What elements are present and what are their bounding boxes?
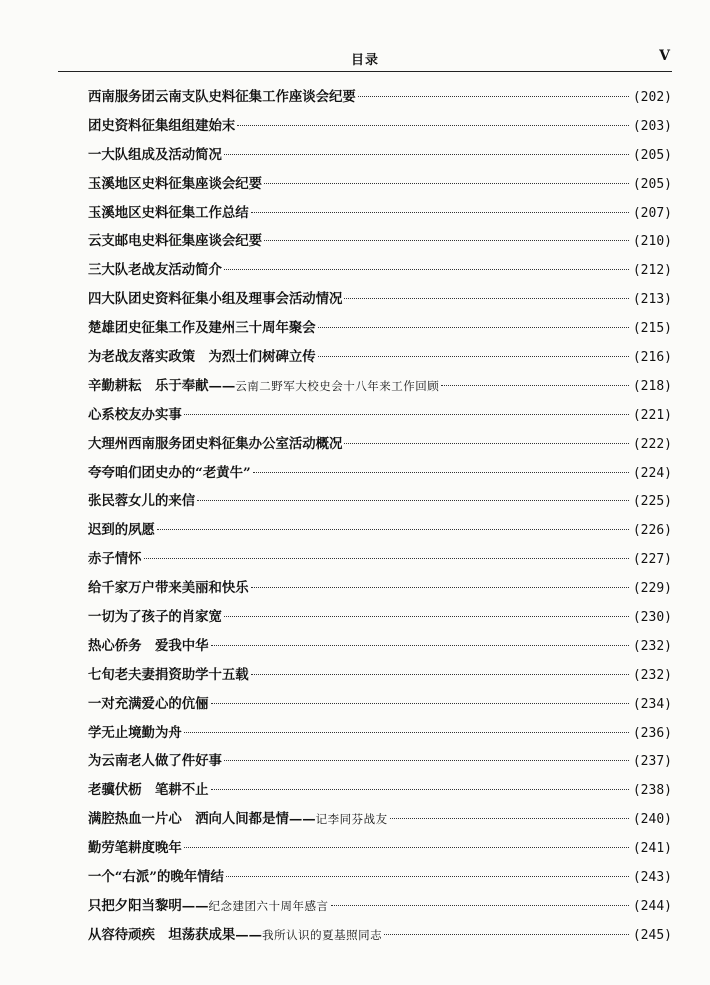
dot-leader bbox=[384, 933, 629, 935]
toc-entry bbox=[88, 285, 672, 314]
toc-entry-page: (237) bbox=[632, 754, 672, 770]
toc-entry bbox=[88, 372, 672, 401]
toc-entry-page: (212) bbox=[632, 263, 672, 279]
toc-entry bbox=[88, 83, 672, 112]
toc-entry-page: (244) bbox=[632, 898, 672, 914]
dot-leader bbox=[237, 124, 629, 126]
toc-entry-title: 只把夕阳当黎明—— bbox=[88, 897, 209, 914]
dot-leader bbox=[441, 384, 629, 386]
dot-leader bbox=[226, 875, 629, 877]
dot-leader bbox=[224, 153, 629, 155]
dot-leader bbox=[211, 644, 629, 646]
toc-entry bbox=[88, 603, 672, 632]
toc-entry-title: 三大队老战友活动简介 bbox=[88, 262, 222, 279]
toc-entry-page: (238) bbox=[632, 783, 672, 799]
table-of-contents bbox=[88, 83, 672, 950]
toc-entry-title: 一大队组成及活动简况 bbox=[88, 146, 222, 163]
dot-leader bbox=[358, 95, 629, 97]
toc-entry bbox=[88, 545, 672, 574]
toc-entry bbox=[88, 661, 672, 690]
toc-entry-page: (218) bbox=[632, 378, 672, 394]
toc-entry-page: (203) bbox=[632, 118, 672, 134]
toc-entry-title: 从容待顽疾 坦荡获成果—— bbox=[88, 926, 263, 943]
running-header bbox=[58, 48, 672, 70]
toc-entry-title: 团史资料征集组组建始末 bbox=[88, 117, 236, 134]
toc-entry-title: 老骥伏枥 笔耕不止 bbox=[88, 782, 209, 799]
toc-entry-page: (205) bbox=[632, 176, 672, 192]
toc-entry-title: 玉溪地区史料征集座谈会纪要 bbox=[88, 175, 263, 192]
dot-leader bbox=[224, 615, 629, 617]
toc-entry bbox=[88, 141, 672, 170]
dot-leader bbox=[224, 268, 629, 270]
toc-entry-page: (227) bbox=[632, 552, 672, 568]
dot-leader bbox=[344, 297, 628, 299]
dot-leader bbox=[331, 904, 629, 906]
toc-entry-subtitle: 纪念建团六十周年感言 bbox=[208, 898, 329, 913]
toc-entry-title: 辛勤耕耘 乐于奉献—— bbox=[88, 377, 236, 394]
toc-entry-page: (207) bbox=[632, 205, 672, 221]
dot-leader bbox=[318, 355, 629, 357]
toc-entry-page: (234) bbox=[632, 696, 672, 712]
dot-leader bbox=[390, 817, 629, 819]
toc-entry-subtitle: 我所认识的夏基照同志 bbox=[262, 927, 383, 942]
toc-entry-title: 云支邮电史料征集座谈会纪要 bbox=[88, 233, 263, 250]
toc-entry-page: (213) bbox=[632, 292, 672, 308]
dot-leader bbox=[318, 326, 629, 328]
toc-entry bbox=[88, 805, 672, 834]
toc-entry-title: 西南服务团云南支队史料征集工作座谈会纪要 bbox=[88, 89, 356, 105]
toc-entry-title: 一切为了孩子的肖家宽 bbox=[88, 609, 222, 626]
toc-entry bbox=[88, 690, 672, 719]
dot-leader bbox=[251, 211, 629, 213]
toc-entry bbox=[88, 834, 672, 863]
toc-entry-page: (216) bbox=[632, 350, 672, 366]
toc-entry bbox=[88, 343, 672, 372]
toc-entry bbox=[88, 256, 672, 285]
toc-entry-page: (202) bbox=[632, 90, 672, 105]
toc-entry bbox=[88, 719, 672, 748]
toc-entry-page: (230) bbox=[632, 610, 672, 626]
toc-entry-subtitle: 云南二野军大校史会十八年来工作回顾 bbox=[235, 378, 440, 393]
dot-leader bbox=[144, 557, 629, 559]
toc-entry-title: 迟到的夙愿 bbox=[88, 522, 155, 539]
dot-leader bbox=[184, 846, 629, 848]
toc-entry-page: (221) bbox=[632, 407, 672, 423]
dot-leader bbox=[184, 731, 629, 733]
toc-entry bbox=[88, 776, 672, 805]
dot-leader bbox=[264, 182, 629, 184]
toc-entry-title: 一对充满爱心的伉俪 bbox=[88, 695, 209, 712]
toc-entry-title: 玉溪地区史料征集工作总结 bbox=[88, 204, 249, 221]
toc-entry-page: (222) bbox=[632, 436, 672, 452]
toc-entry bbox=[88, 227, 672, 256]
toc-entry bbox=[88, 516, 672, 545]
toc-entry bbox=[88, 574, 672, 603]
toc-entry bbox=[88, 863, 672, 892]
dot-leader bbox=[253, 471, 629, 473]
dot-leader bbox=[197, 499, 629, 501]
toc-entry bbox=[88, 314, 672, 343]
running-header-title: 目录 bbox=[350, 53, 379, 68]
dot-leader bbox=[157, 528, 629, 530]
toc-entry-title: 给千家万户带来美丽和快乐 bbox=[88, 580, 249, 597]
dot-leader bbox=[251, 673, 629, 675]
toc-entry-title: 心系校友办实事 bbox=[88, 406, 182, 423]
toc-entry bbox=[88, 747, 672, 776]
dot-leader bbox=[211, 702, 629, 704]
toc-entry-page: (205) bbox=[632, 147, 672, 163]
dot-leader bbox=[344, 442, 628, 444]
toc-entry-title: 热心侨务 爱我中华 bbox=[88, 637, 209, 654]
toc-entry-page: (210) bbox=[632, 234, 672, 250]
toc-entry bbox=[88, 199, 672, 228]
toc-entry-title: 七旬老夫妻捐资助学十五载 bbox=[88, 666, 249, 683]
toc-entry-page: (232) bbox=[632, 667, 672, 683]
toc-entry-page: (236) bbox=[632, 725, 672, 741]
running-header-page-number: V bbox=[659, 48, 670, 64]
toc-entry-title: 张民蓉女儿的来信 bbox=[88, 493, 196, 510]
toc-entry bbox=[88, 487, 672, 516]
toc-entry-page: (241) bbox=[632, 841, 672, 857]
toc-entry bbox=[88, 892, 672, 921]
toc-entry-page: (243) bbox=[632, 870, 672, 886]
toc-entry bbox=[88, 430, 672, 459]
toc-entry-page: (240) bbox=[632, 812, 672, 828]
toc-entry bbox=[88, 921, 672, 950]
toc-entry-title: 为云南老人做了件好事 bbox=[88, 753, 222, 770]
toc-entry-title: 大理州西南服务团史料征集办公室活动概况 bbox=[88, 435, 343, 452]
toc-entry bbox=[88, 112, 672, 141]
toc-entry-page: (245) bbox=[632, 927, 672, 943]
toc-entry-title: 四大队团史资料征集小组及理事会活动情况 bbox=[88, 291, 343, 308]
toc-entry-title: 赤子情怀 bbox=[88, 551, 142, 568]
toc-entry-title: 夸夸咱们团史办的“老黄牛” bbox=[88, 464, 251, 481]
toc-entry-title: 满腔热血一片心 洒向人间都是情—— bbox=[88, 811, 316, 828]
header-rule bbox=[58, 71, 672, 72]
toc-entry-page: (232) bbox=[632, 638, 672, 654]
toc-entry-title: 学无止境勤为舟 bbox=[88, 724, 182, 741]
toc-entry-page: (225) bbox=[632, 494, 672, 510]
toc-entry-page: (229) bbox=[632, 581, 672, 597]
toc-entry-page: (215) bbox=[632, 321, 672, 337]
dot-leader bbox=[251, 586, 629, 588]
toc-entry-title: 一个“右派”的晚年情结 bbox=[88, 869, 224, 886]
dot-leader bbox=[211, 788, 629, 790]
toc-entry bbox=[88, 459, 672, 488]
toc-entry bbox=[88, 170, 672, 199]
toc-entry-page: (224) bbox=[632, 465, 672, 481]
toc-entry-page: (226) bbox=[632, 523, 672, 539]
toc-entry bbox=[88, 632, 672, 661]
dot-leader bbox=[184, 413, 629, 415]
dot-leader bbox=[264, 239, 629, 241]
toc-entry-subtitle: 记李同芬战友 bbox=[315, 812, 388, 827]
dot-leader bbox=[224, 759, 629, 761]
toc-entry-title: 勤劳笔耕度晚年 bbox=[88, 840, 182, 857]
toc-entry-title: 为老战友落实政策 为烈士们树碑立传 bbox=[88, 349, 316, 366]
toc-entry bbox=[88, 401, 672, 430]
toc-entry-title: 楚雄团史征集工作及建州三十周年聚会 bbox=[88, 320, 316, 337]
